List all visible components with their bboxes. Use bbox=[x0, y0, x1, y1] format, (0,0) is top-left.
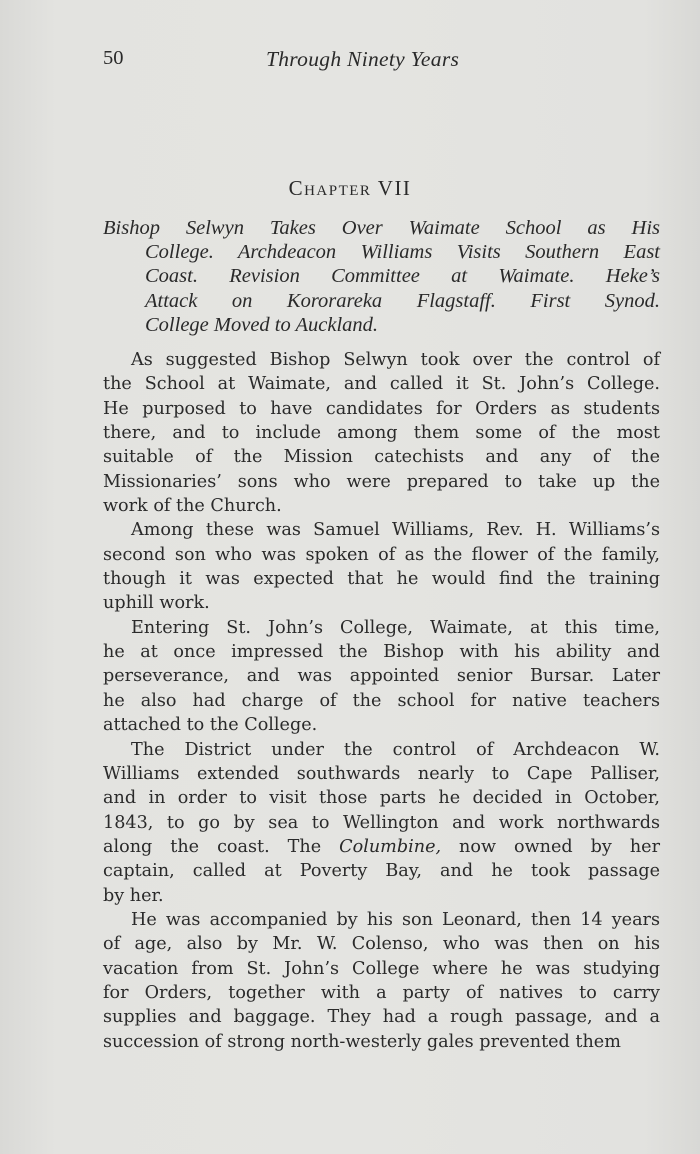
text-line: there, and to include among them some of the most bbox=[103, 423, 660, 444]
text-line: of age, also by Mr. W. Colenso, who was then on his bbox=[103, 934, 660, 955]
text-line: attached to the College. bbox=[103, 715, 318, 736]
text-line: supplies and baggage. They had a rough passage, and a bbox=[103, 1007, 660, 1028]
chapter-synopsis bbox=[103, 216, 660, 337]
text-line: and in order to visit those parts he decided in October, bbox=[103, 788, 660, 809]
synopsis-line: College Moved to Auckland. bbox=[145, 313, 379, 336]
text-line: As suggested Bishop Selwyn took over the control of bbox=[131, 350, 660, 370]
text-line: uphill work. bbox=[103, 593, 210, 614]
running-title: Through Ninety Years bbox=[266, 47, 460, 71]
text-line: for Orders, together with a party of natives to carry bbox=[103, 982, 660, 1003]
text-line: work of the Church. bbox=[103, 496, 282, 517]
text-line: Williams extended southwards nearly to Cape Palliser, bbox=[103, 763, 660, 784]
text-line: He purposed to have candidates for Orders as students bbox=[103, 398, 660, 419]
text-line: perseverance, and was appointed senior Bursar. Later bbox=[103, 666, 660, 687]
page-header bbox=[103, 47, 660, 77]
chapter-heading: Chapter VII bbox=[288, 176, 412, 200]
text-line: along the coast. The Columbine, now owned by her bbox=[103, 836, 660, 857]
text-line: Entering St. John’s College, Waimate, at this time, bbox=[131, 617, 660, 638]
text-line: He was accompanied by his son Leonard, then 14 years bbox=[131, 909, 660, 930]
synopsis-line: College. Archdeacon Williams Visits Southern East bbox=[145, 241, 660, 264]
text-line: the School at Waimate, and called it St. John’s College. bbox=[103, 374, 660, 395]
text-line: suitable of the Mission catechists and any of the bbox=[103, 447, 660, 468]
text-line: The District under the control of Archdeacon W. bbox=[131, 739, 660, 760]
text-line: 1843, to go by sea to Wellington and work northwards bbox=[103, 812, 660, 833]
text-line: vacation from St. John’s College where he was studying bbox=[103, 958, 660, 979]
synopsis-line: Attack on Kororareka Flagstaff. First Synod. bbox=[145, 289, 660, 312]
paragraph bbox=[103, 738, 660, 908]
text-line: he also had charge of the school for native teachers bbox=[103, 690, 660, 711]
ship-name: Columbine, bbox=[339, 836, 442, 857]
paragraph bbox=[103, 908, 660, 1054]
text-line: though it was expected that he would find the training bbox=[103, 569, 660, 590]
body-text bbox=[103, 348, 660, 1054]
text-line: second son who was spoken of as the flower of the family, bbox=[103, 544, 660, 565]
synopsis-line: Coast. Revision Committee at Waimate. Heke’s bbox=[145, 265, 660, 288]
page-number: 50 bbox=[103, 47, 124, 69]
paragraph bbox=[103, 348, 660, 518]
text-line: he at once impressed the Bishop with his ability and bbox=[103, 642, 660, 663]
text-line: succession of strong north-westerly gales prevented them bbox=[103, 1031, 621, 1052]
paragraph bbox=[103, 616, 660, 738]
text-line: Among these was Samuel Williams, Rev. H. Williams’s bbox=[131, 520, 660, 541]
synopsis-line: Bishop Selwyn Takes Over Waimate School as His bbox=[103, 217, 660, 239]
text-line: Missionaries’ sons who were prepared to take up the bbox=[103, 471, 660, 492]
text-line: captain, called at Poverty Bay, and he took passage bbox=[103, 861, 660, 882]
text-line: by her. bbox=[103, 885, 164, 906]
paragraph bbox=[103, 518, 660, 615]
